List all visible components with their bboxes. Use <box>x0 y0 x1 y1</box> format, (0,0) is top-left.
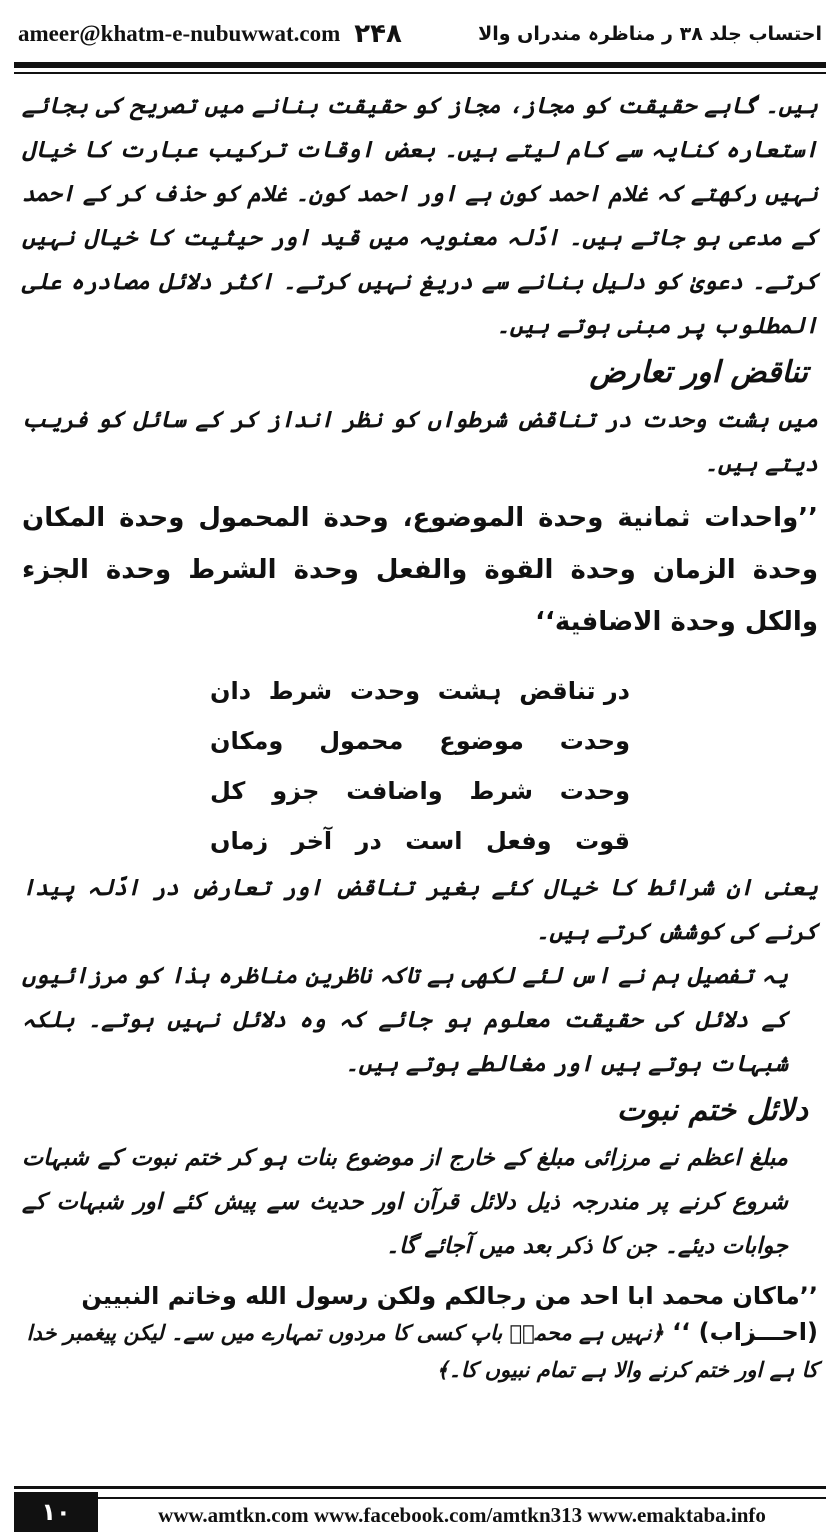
poem-line <box>210 816 630 866</box>
poem-word: وفعل <box>486 827 552 855</box>
poem-word: قوت <box>575 827 630 855</box>
quran-quote-arabic: ’’ماكان محمد ابا احد من رجالكم ولكن رسول الله وخاتم النبيين (احـــزاب) ‘‘ <box>81 1282 818 1346</box>
page-header <box>18 14 822 54</box>
poem-word: است <box>405 827 463 855</box>
persian-poem <box>210 666 630 866</box>
poem-word: آخر <box>291 827 333 855</box>
header-rule-thin <box>14 72 826 74</box>
header-left <box>18 19 402 49</box>
poem-word: وحدت <box>349 677 421 705</box>
footer-rule <box>14 1486 826 1489</box>
poem-word: واضافت <box>346 777 443 805</box>
poem-line <box>210 716 630 766</box>
page-footer <box>14 1492 826 1532</box>
paragraph-3: یعنی ان شرائط کا خیال کئے بغیر تناقض اور تعارض در ادّلہ پیدا کرنے کی کوشش کرتے ہیں۔ <box>22 875 818 945</box>
poem-word: ومکان <box>210 727 284 755</box>
paragraph-4: یہ تفصیل ہم نے اس لئے لکھی ہے تاکہ ناظرین مناظرہ ہذا کو مرزائیوں کے دلائل کی حقیقت معلوم ہو جائے کہ وہ دلائل نہیں ہوتے۔ بلکہ شبہات ہوتے ہیں اور مغالطے ہوتے ہیں۔ <box>22 963 788 1077</box>
poem-word: کل <box>210 777 246 805</box>
poem-word: در <box>355 827 382 855</box>
poem-word: شرط <box>268 677 333 705</box>
footer-page-number: ۱۰ <box>14 1492 98 1532</box>
paragraph-2: میں ہشت وحدت در تناقض شرطواں کو نظر انداز کر کے سائل کو فریب دیتے ہیں۔ <box>22 407 818 477</box>
poem-word: وحدت <box>559 727 630 755</box>
header-book-title: احتساب جلد ۳۸ ر مناظرہ مندراں والا <box>478 23 822 45</box>
poem-line <box>210 766 630 816</box>
poem-word: جزو <box>272 777 320 805</box>
poem-word: موضوع <box>439 727 524 755</box>
poem-word: ہشت <box>437 677 502 705</box>
heading-tanaqus: تناقض اور تعارض <box>589 355 808 390</box>
heading-dalail: دلائل ختم نبوت <box>616 1093 808 1128</box>
poem-word: دان <box>210 677 252 705</box>
poem-word: زماں <box>210 827 269 855</box>
header-rule <box>14 62 826 68</box>
paragraph-5: مبلغ اعظم نے مرزائی مبلغ کے خارج از موضوع بنات ہو کر ختم نبوت کے شبہات شروع کرنے پر مندرجہ ذیل دلائل قرآن اور حدیث سے پیش کئے اور شبہات کے جوابات دیئے۔ جن کا ذکر بعد میں آجائے گا۔ <box>22 1145 788 1259</box>
arabic-quote-1: ’’واحدات ثمانية وحدة الموضوع، وحدة المحمول وحدة المكان وحدة الزمان وحدة القوة والفعل وحدة الشرط وحدة الجزء والكل وحدة الاضافية‘‘ <box>22 503 818 637</box>
header-page-number: ۲۴۸ <box>354 19 402 49</box>
poem-word: در تناقض <box>519 677 630 705</box>
poem-line <box>210 666 630 716</box>
paragraph-1: ہیں۔ گاہے حقیقت کو مجاز، مجاز کو حقیقت بنانے میں تصریح کی بجائے استعارہ کنایہ سے کام لیتے ہیں۔ بعض اوقات ترکیب عبارت کا خیال نہیں رکھتے کہ غلام احمد کون ہے اور احمد کون۔ غلام کو حذف کر کے احمد کے مدعی ہو جاتے ہیں۔ ادّلہ معنویہ میں قید اور حیثیت کا خیال نہیں کرتے۔ دعویٰ کو دلیل بنانے سے دریغ نہیں کرتے۔ اکثر دلائل مصادرہ علی المطلوب پر مبنی ہوتے ہیں۔ <box>22 93 818 339</box>
quran-quote <box>22 1278 818 1388</box>
footer-links[interactable]: www.amtkn.com www.facebook.com/amtkn313 www.emaktaba.info <box>98 1497 826 1528</box>
page-body <box>22 84 818 1460</box>
header-email: ameer@khatm-e-nubuwwat.com <box>18 21 341 46</box>
poem-word: شرط <box>469 777 533 805</box>
poem-word: وحدت <box>559 777 630 805</box>
poem-word: محمول <box>319 727 404 755</box>
quran-quote-translation: ﴿نہیں ہے محمدؐ باپ کسی کا مردوں تمہارے میں سے۔ لیکن پیغمبر خدا کا ہے اور ختم کرنے والا ہے تمام نبیوں کا۔﴾ <box>26 1321 818 1382</box>
